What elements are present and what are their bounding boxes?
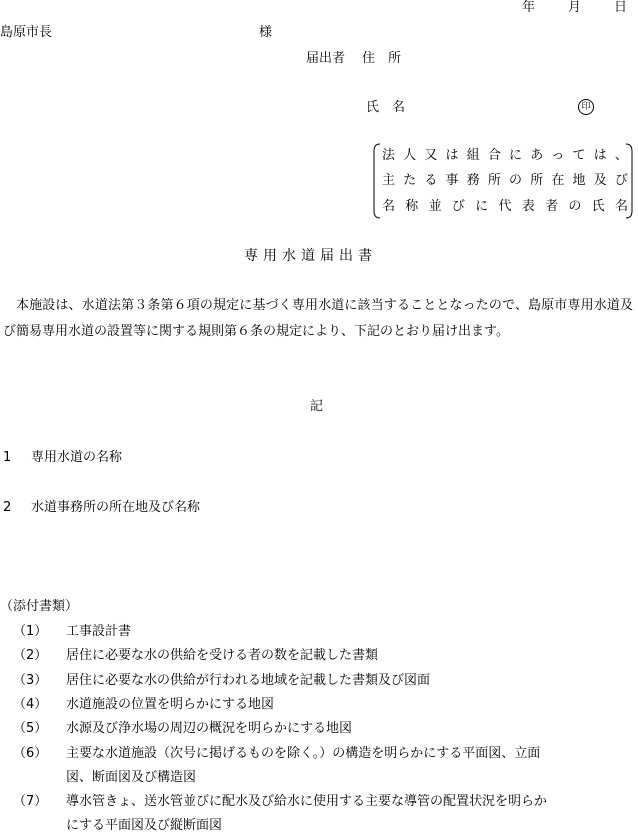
- attachment-number: （3）: [13, 672, 48, 688]
- address-label: 住 所: [362, 51, 402, 66]
- corporate-note-char: 者: [545, 199, 559, 214]
- corporate-note-char: び: [614, 173, 628, 188]
- corporate-note-char: 及: [593, 173, 607, 188]
- attachment-number: （4）: [13, 696, 48, 712]
- corporate-note-char: び: [451, 199, 465, 214]
- date-year-label: 年: [522, 0, 536, 15]
- attachment-text: 導水管きょ、送水管並びに配水及び給水に使用する主要な導管の配置状況を明らか: [66, 794, 548, 810]
- body-paragraph: 本施設は、水道法第３条第６項の規定に基づく専用水道に該当することとなったので、島原市専用水道及び簡易専用水道の設置等に関する規則第６条の規定により、下記のとおり届け出ます。: [3, 298, 633, 339]
- corporate-note-char: は: [593, 148, 607, 163]
- attachment-text: 水源及び浄水場の周辺の概況を明らかにする地図: [66, 721, 353, 737]
- corporate-note-char: 又: [424, 148, 438, 163]
- seal-mark: 印: [578, 99, 594, 115]
- corporate-note-char: っ: [551, 148, 565, 163]
- attachment-text: 主要な水道施設（次号に掲げるものを除く。）の構造を明らかにする平面図、立面: [66, 745, 541, 761]
- attachment-number: （1）: [13, 624, 48, 639]
- attachment-text: にする平面図及び縦断面図: [66, 818, 223, 834]
- name-label: 氏 名: [366, 100, 406, 115]
- attachment-number: （6）: [13, 745, 48, 761]
- corporate-note-line-3: [382, 200, 628, 213]
- corporate-note-char: 表: [521, 199, 535, 214]
- attachment-text: 工事設計書: [66, 624, 132, 639]
- corporate-note-char: 代: [498, 199, 512, 214]
- corporate-note-char: 務: [466, 173, 480, 188]
- corporate-note-char: 地: [572, 173, 586, 188]
- item-1-text: 専用水道の名称: [31, 450, 123, 465]
- attachment-text: 水道施設の位置を明らかにする地図: [66, 696, 275, 712]
- corporate-note-char: の: [568, 199, 582, 214]
- corporate-note-char: 合: [487, 148, 501, 163]
- ki-heading: 記: [310, 399, 324, 414]
- corporate-note-char: 在: [551, 173, 565, 188]
- corporate-note-char: 氏: [591, 199, 605, 214]
- corporate-note-char: る: [424, 173, 438, 188]
- item-2-text: 水道事務所の所在地及び名称: [31, 500, 201, 515]
- attachment-number: （2）: [13, 648, 48, 664]
- corporate-note-char: 並: [428, 199, 442, 214]
- item-1-number: 1: [3, 450, 12, 465]
- corporate-note-char: に: [509, 148, 523, 163]
- attachment-text: 居住に必要な水の供給が行われる地域を記載した書類及び図面: [66, 672, 431, 688]
- attachment-number: （7）: [13, 794, 48, 810]
- corporate-note-char: 所: [487, 173, 501, 188]
- corporate-note-char: た: [403, 173, 417, 188]
- attachment-text: 図、断面図及び構造図: [66, 769, 197, 785]
- corporate-note: [372, 143, 634, 219]
- date-day-label: 日: [614, 0, 628, 15]
- applicant-label: 届出者: [306, 51, 346, 66]
- corporate-note-char: は: [445, 148, 459, 163]
- corporate-note-line-1: [382, 149, 628, 162]
- corporate-note-char: 法: [382, 148, 396, 163]
- addressee: 島原市長: [0, 25, 53, 40]
- corporate-note-char: 事: [445, 173, 459, 188]
- corporate-note-char: 名: [382, 199, 396, 214]
- attachment-number: （5）: [13, 721, 48, 737]
- corporate-note-char: あ: [530, 148, 544, 163]
- corporate-note-char: に: [475, 199, 489, 214]
- corporate-note-char: の: [509, 173, 523, 188]
- corporate-note-char: 所: [530, 173, 544, 188]
- corporate-note-char: て: [572, 148, 586, 163]
- item-2-number: 2: [3, 500, 12, 515]
- date-month-label: 月: [568, 0, 582, 15]
- corporate-note-char: 称: [405, 199, 419, 214]
- document-title: 専用水道届出書: [244, 248, 377, 264]
- corporate-note-char: 組: [466, 148, 480, 163]
- corporate-note-char: 主: [382, 173, 396, 188]
- corporate-note-char: 、: [614, 148, 628, 163]
- corporate-note-char: 人: [403, 148, 417, 163]
- honorific: 様: [259, 25, 273, 40]
- corporate-note-line-2: [382, 174, 628, 187]
- corporate-note-char: 名: [614, 199, 628, 214]
- attachment-text: 居住に必要な水の供給を受ける者の数を記載した書類: [66, 648, 379, 664]
- attachments-heading: （添付書類）: [0, 599, 79, 614]
